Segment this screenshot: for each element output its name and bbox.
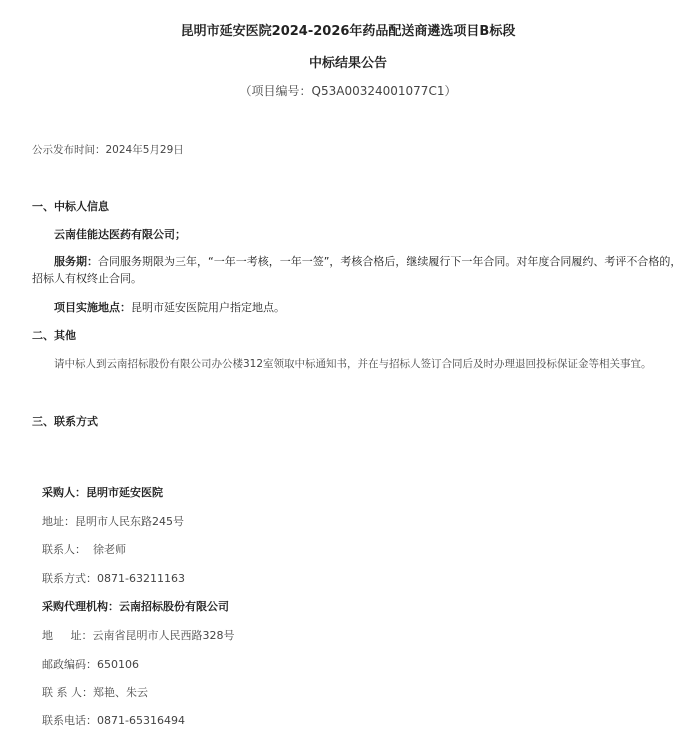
agency-contact-person: 联 系 人：郑艳、朱云 — [42, 686, 148, 699]
location-paragraph — [54, 299, 285, 315]
purchaser-contact-person: 联系人： 徐老师 — [42, 543, 126, 556]
other-text: 请中标人到云南招标股份有限公司办公楼312室领取中标通知书，并在与招标人签订合同后及时办理退回投标保证金等相关事宜。 — [54, 358, 652, 370]
project-number: （项目编号：Q53A00324001077C1） — [239, 84, 457, 98]
service-period-label: 服务期： — [54, 255, 98, 268]
purchaser-phone: 联系方式：0871-63211163 — [42, 572, 185, 585]
section-winner-heading: 一、中标人信息 — [32, 200, 109, 213]
winner-company: 云南佳能达医药有限公司； — [54, 228, 186, 241]
agency-phone: 联系电话：0871-65316494 — [42, 714, 185, 727]
location-text: 昆明市延安医院用户指定地点。 — [131, 301, 285, 314]
agency-name: 采购代理机构：云南招标股份有限公司 — [42, 600, 229, 613]
section-other-heading: 二、其他 — [32, 329, 76, 342]
section-contact-heading: 三、联系方式 — [32, 415, 98, 428]
agency-address: 地 址：云南省昆明市人民西路328号 — [42, 629, 235, 642]
service-period-text: 合同服务期限为三年，“一年一考核，一年一签”，考核合格后，继续履行下一年合同。对年度合同履约、考评不合格的，招标人有权终止合同。 — [32, 255, 682, 285]
publish-time: 公示发布时间：2024年5月29日 — [32, 144, 184, 156]
page-subtitle: 中标结果公告 — [308, 56, 387, 71]
purchaser-name: 采购人：昆明市延安医院 — [42, 486, 163, 499]
service-period-paragraph — [32, 253, 690, 287]
page-title: 昆明市延安医院2024-2026年药品配送商遴选项目B标段 — [180, 24, 516, 39]
purchaser-address: 地址：昆明市人民东路245号 — [42, 515, 184, 528]
agency-postcode: 邮政编码：650106 — [42, 658, 139, 671]
location-label: 项目实施地点： — [54, 301, 131, 314]
